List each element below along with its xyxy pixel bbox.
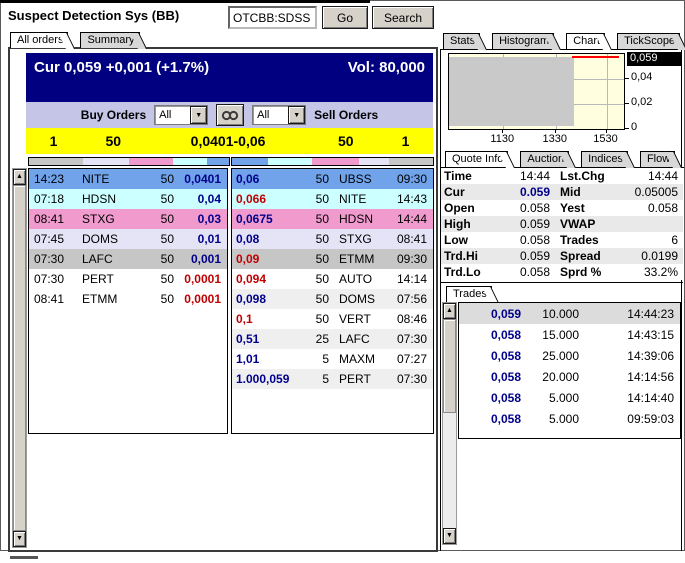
ask-mm: MAXM <box>339 352 375 366</box>
quote-label: Mid <box>560 185 581 199</box>
tab-chart[interactable]: Chart <box>566 33 605 49</box>
quote-value: 0.059 <box>519 249 550 263</box>
quote-value: 6 <box>671 233 678 247</box>
ask-count: 1 <box>401 133 410 149</box>
ask-time: 07:30 <box>396 332 427 346</box>
scrollbar-thumb[interactable] <box>13 185 26 531</box>
quote-value: 14:44 <box>647 169 678 183</box>
tab-histogram[interactable]: Histogram <box>492 33 554 49</box>
depth-segment-pink <box>312 158 358 165</box>
bid-row[interactable] <box>29 209 227 229</box>
bid-size: 50 <box>160 232 174 246</box>
ask-time: 07:30 <box>396 372 427 386</box>
quote-value: 33.2% <box>643 265 678 279</box>
trade-time: 09:59:03 <box>627 411 674 426</box>
quote-value: 0.059 <box>519 217 550 231</box>
quote-label: Lst.Chg <box>560 169 605 183</box>
scroll-down-icon[interactable]: ▼ <box>13 531 26 547</box>
partial-tab-stub <box>10 556 38 559</box>
ask-size: 50 <box>315 292 329 306</box>
bid-size: 50 <box>105 133 122 149</box>
level2-panel <box>8 47 438 552</box>
sell-filter-dropdown[interactable] <box>252 105 306 125</box>
scrollbar-thumb[interactable] <box>443 319 456 413</box>
quote-value: 0.059 <box>519 185 550 199</box>
chain-link-icon <box>221 110 239 121</box>
scroll-down-icon[interactable]: ▼ <box>443 528 456 544</box>
scrollbar-track[interactable] <box>443 413 456 528</box>
bid-size: 50 <box>160 252 174 266</box>
trade-row <box>459 303 680 324</box>
quote-tabs <box>445 152 685 167</box>
bid-size: 50 <box>160 192 174 206</box>
trade-row <box>459 408 680 429</box>
buy-filter-dropdown[interactable] <box>154 105 208 125</box>
ask-time: 14:44 <box>396 212 427 226</box>
ask-price: 0,51 <box>236 332 260 346</box>
scroll-up-icon[interactable]: ▲ <box>13 169 26 185</box>
trade-size: 25.000 <box>542 348 579 363</box>
quote-info-grid <box>441 168 683 283</box>
tab-quote-info[interactable]: Quote Info <box>445 151 508 167</box>
x-axis-label: 1330 <box>542 133 567 145</box>
ask-time: 07:27 <box>396 352 427 366</box>
tab-trades[interactable]: Trades <box>446 286 492 302</box>
bid-price: 0,0001 <box>184 272 221 286</box>
y-axis-label: 0,04 <box>631 71 653 84</box>
symbol-input[interactable] <box>228 6 317 29</box>
book-tabs <box>10 32 152 48</box>
ask-row[interactable] <box>232 229 433 249</box>
depth-segment-blue <box>207 158 229 165</box>
ask-size: 25 <box>315 332 329 346</box>
ask-mm: VERT <box>339 312 371 326</box>
best-ask: -0,06 <box>233 133 266 149</box>
ask-row[interactable] <box>232 189 433 209</box>
search-button[interactable]: Search <box>372 6 434 29</box>
quote-label: Trades <box>560 233 599 247</box>
trade-time: 14:14:56 <box>627 369 674 384</box>
sell-filter-value: All <box>257 109 270 121</box>
ask-time: 09:30 <box>396 172 427 186</box>
buy-orders-label: Buy Orders <box>80 108 147 122</box>
depth-segment-cyan <box>173 158 207 165</box>
trades-scrollbar[interactable] <box>442 302 457 545</box>
bid-mm: DOMS <box>82 232 118 246</box>
depth-segment-lavender <box>83 158 129 165</box>
bid-mm: PERT <box>82 272 114 286</box>
ask-size: 5 <box>322 372 329 386</box>
ask-mm: ETMM <box>339 252 375 266</box>
quote-row <box>441 216 683 232</box>
bid-row[interactable] <box>29 169 227 189</box>
ask-row[interactable] <box>232 209 433 229</box>
ask-time: 08:46 <box>396 312 427 326</box>
quote-row <box>441 168 683 184</box>
depth-segment-cyan <box>268 158 312 165</box>
bid-size: 50 <box>160 272 174 286</box>
bid-row[interactable] <box>29 229 227 249</box>
bid-row[interactable] <box>29 249 227 269</box>
ask-price: 0,094 <box>236 272 267 286</box>
quote-value: 0.058 <box>647 201 678 215</box>
ask-row[interactable] <box>232 169 433 189</box>
bid-size: 50 <box>160 212 174 226</box>
ask-size: 50 <box>315 232 329 246</box>
inside-market-row <box>26 128 433 154</box>
ask-row[interactable] <box>232 349 433 369</box>
x-axis-label: 1130 <box>490 133 515 145</box>
chevron-down-icon[interactable]: ▼ <box>288 106 305 124</box>
trades-tab-row <box>446 288 504 302</box>
bid-time: 08:41 <box>34 292 65 306</box>
tab-stats[interactable]: Stats <box>443 33 480 49</box>
quote-label: High <box>444 217 471 231</box>
bid-price: 0,0001 <box>184 292 221 306</box>
trade-price: 0,059 <box>490 306 521 321</box>
ask-row[interactable] <box>232 249 433 269</box>
ask-mm: AUTO <box>339 272 373 286</box>
bid-time: 07:30 <box>34 252 65 266</box>
y-axis-label: 0,02 <box>631 96 653 109</box>
ask-time: 09:30 <box>396 252 427 266</box>
ask-price: 0,098 <box>236 292 267 306</box>
bid-mm: STXG <box>82 212 115 226</box>
quote-row <box>441 264 683 280</box>
ask-size: 50 <box>315 312 329 326</box>
bid-book <box>28 168 228 434</box>
tab-all-orders[interactable]: All orders <box>10 32 68 48</box>
bid-time: 07:18 <box>34 192 65 206</box>
depth-segment-blue <box>232 158 268 165</box>
bid-time: 14:23 <box>34 172 65 186</box>
v-gridline <box>607 54 608 129</box>
quote-label: Trd.Hi <box>444 249 479 263</box>
chevron-down-icon[interactable]: ▼ <box>190 106 207 124</box>
top-border-accent <box>0 0 370 3</box>
depth-segment-lavender <box>359 158 389 165</box>
trade-size: 15.000 <box>542 327 579 342</box>
ask-row[interactable] <box>232 309 433 329</box>
bid-mm: LAFC <box>82 252 113 266</box>
price-area-fill <box>449 57 574 126</box>
quote-header <box>26 53 433 102</box>
quote-row <box>441 200 683 216</box>
price-chart <box>448 53 680 143</box>
tab-auction[interactable]: Auction <box>520 151 569 167</box>
ask-price: 0,08 <box>236 232 260 246</box>
y-axis-tick <box>625 103 629 104</box>
y-axis-label: 0 <box>631 121 638 133</box>
current-price-label: 0,059 <box>627 52 682 66</box>
ask-price: 0,0675 <box>236 212 273 226</box>
last-price-line <box>572 56 619 58</box>
bid-mm: NITE <box>82 172 110 186</box>
ask-size: 5 <box>322 352 329 366</box>
quote-value: 0.058 <box>519 265 550 279</box>
quote-value: 14:44 <box>519 169 550 183</box>
ask-size: 50 <box>315 252 329 266</box>
trade-size: 5.000 <box>548 411 579 426</box>
volume-line: Vol: 80,000 <box>347 59 425 76</box>
trade-time: 14:39:06 <box>627 348 674 363</box>
quote-label: VWAP <box>560 217 596 231</box>
ask-size: 50 <box>315 212 329 226</box>
tab-indices[interactable]: Indices <box>581 151 628 167</box>
bid-time: 07:45 <box>34 232 65 246</box>
quote-row <box>441 248 683 264</box>
ask-time: 07:56 <box>396 292 427 306</box>
scroll-up-icon[interactable]: ▲ <box>443 303 456 319</box>
bid-row[interactable] <box>29 289 227 309</box>
depth-segment-pink <box>129 158 173 165</box>
trade-price: 0,058 <box>490 369 521 384</box>
bid-size: 50 <box>160 172 174 186</box>
ask-price: 0,066 <box>236 192 267 206</box>
buy-filter-value: All <box>159 109 172 121</box>
y-axis-tick <box>625 78 629 79</box>
bid-price: 0,04 <box>197 192 221 206</box>
bid-mm: ETMM <box>82 292 118 306</box>
order-filter-row <box>26 102 433 128</box>
quote-label: Low <box>444 233 468 247</box>
ask-size: 50 <box>315 192 329 206</box>
bid-mm: HDSN <box>82 192 117 206</box>
ask-price: 0,06 <box>236 172 260 186</box>
trade-row <box>459 324 680 345</box>
quote-label: Open <box>444 201 475 215</box>
quote-value: 0.0199 <box>641 249 678 263</box>
ask-depth-colorbar <box>231 157 434 166</box>
quote-value: 0.05005 <box>634 185 678 199</box>
trade-time: 14:14:40 <box>627 390 674 405</box>
bid-size: 50 <box>160 292 174 306</box>
trade-time: 14:44:23 <box>627 306 674 321</box>
sell-orders-label: Sell Orders <box>314 108 379 122</box>
bid-count: 1 <box>49 133 58 149</box>
ask-mm: LAFC <box>339 332 370 346</box>
ask-time: 14:14 <box>396 272 427 286</box>
trade-price: 0,058 <box>490 348 521 363</box>
depth-segment-gray <box>389 158 433 165</box>
x-axis-label: 1530 <box>593 133 618 145</box>
ask-mm: PERT <box>339 372 371 386</box>
quote-row <box>441 184 683 200</box>
trade-price: 0,058 <box>490 327 521 342</box>
trade-row <box>459 345 680 366</box>
ask-mm: DOMS <box>339 292 375 306</box>
quote-label: Time <box>444 169 472 183</box>
quote-label: Cur <box>444 185 465 199</box>
quote-label: Spread <box>560 249 601 263</box>
ask-size: 50 <box>337 133 354 149</box>
ask-mm: NITE <box>339 192 367 206</box>
trade-row <box>459 366 680 387</box>
bid-price: 0,0401 <box>184 172 221 186</box>
bid-price: 0,03 <box>197 212 221 226</box>
ask-price: 0,09 <box>236 252 260 266</box>
ask-size: 50 <box>315 272 329 286</box>
quote-label: Sprd % <box>560 265 602 279</box>
ask-size: 50 <box>315 172 329 186</box>
page-title: Suspect Detection Sys (BB) <box>8 8 180 23</box>
trade-price: 0,058 <box>490 411 521 426</box>
trades-list <box>458 302 681 439</box>
bid-row[interactable] <box>29 189 227 209</box>
go-button[interactable]: Go <box>322 6 368 29</box>
ask-mm: STXG <box>339 232 372 246</box>
trade-size: 10.000 <box>542 306 579 321</box>
quote-label: Yest <box>560 201 585 215</box>
bid-price: 0,01 <box>197 232 221 246</box>
y-axis-tick <box>625 128 629 129</box>
trade-row <box>459 387 680 408</box>
chart-tabs <box>443 33 685 49</box>
trade-size: 5.000 <box>548 390 579 405</box>
bid-depth-colorbar <box>28 157 230 166</box>
quote-value: 0.058 <box>519 201 550 215</box>
ask-price: 1,01 <box>236 352 260 366</box>
ask-time: 14:43 <box>396 192 427 206</box>
best-bid: 0,0401 <box>190 133 234 149</box>
quote-value: 0.058 <box>519 233 550 247</box>
book-scrollbar[interactable] <box>12 168 27 548</box>
ask-row[interactable] <box>232 369 433 389</box>
tab-flow[interactable]: Flow <box>640 151 675 167</box>
bid-time: 07:30 <box>34 272 65 286</box>
ask-time: 08:41 <box>396 232 427 246</box>
tab-summary[interactable]: Summary <box>80 32 139 48</box>
trade-price: 0,058 <box>490 390 521 405</box>
ask-row[interactable] <box>232 269 433 289</box>
trade-time: 14:43:15 <box>627 327 674 342</box>
ask-row[interactable] <box>232 329 433 349</box>
quote-row <box>441 232 683 248</box>
depth-segment-gray <box>29 158 83 165</box>
ask-row[interactable] <box>232 289 433 309</box>
ask-price: 0,1 <box>236 312 253 326</box>
ask-mm: HDSN <box>339 212 374 226</box>
current-price-line: Cur 0,059 +0,001 (+1.7%) <box>34 59 210 76</box>
chart-plot-area <box>448 53 625 130</box>
ask-book <box>231 168 434 434</box>
bid-price: 0,001 <box>190 252 221 266</box>
trade-size: 20.000 <box>542 369 579 384</box>
bid-time: 08:41 <box>34 212 65 226</box>
ask-price: 1.000,059 <box>236 372 290 386</box>
tab-tickscope[interactable]: TickScope <box>617 33 680 49</box>
ask-mm: UBSS <box>339 172 372 186</box>
link-sides-button[interactable] <box>216 104 244 126</box>
bid-row[interactable] <box>29 269 227 289</box>
quote-label: Trd.Lo <box>444 265 481 279</box>
